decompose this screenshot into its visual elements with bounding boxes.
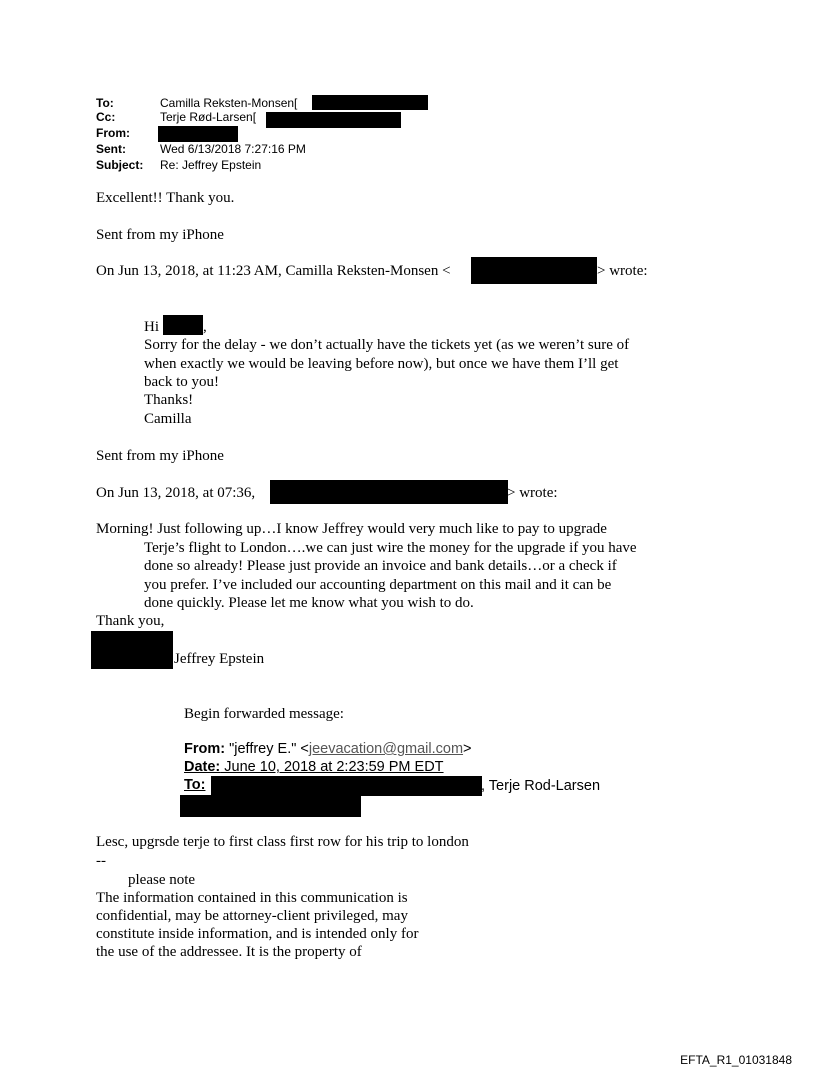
disclaimer-line: The information contained in this communication is [96, 890, 408, 906]
camilla-line: back to you! [144, 374, 219, 390]
camilla-line: Sorry for the delay - we don’t actually have the tickets yet (as we weren’t sure of [144, 337, 630, 353]
morning-line: done so already! Please just provide an invoice and bank details…or a check if [144, 558, 617, 574]
thank-you: Thank you, [96, 613, 165, 629]
quote2-intro-start: On Jun 13, 2018, at 07:36, [96, 485, 256, 501]
cc-label: Cc: [96, 110, 116, 124]
redaction-fwd-to-1 [211, 776, 482, 796]
fwd-from-row [184, 741, 472, 758]
sent-row [96, 142, 496, 157]
fwd-date-row [184, 759, 444, 776]
fwd-from-close: > [463, 741, 472, 757]
camilla-line: Thanks! [144, 392, 194, 408]
morning-line: Morning! Just following up…I know Jeffrey would very much like to pay to upgrade [96, 521, 607, 537]
fwd-date-value: June 10, 2018 at 2:23:59 PM EDT [220, 759, 444, 775]
camilla-hi: Hi [144, 319, 159, 335]
to-label: To: [96, 96, 114, 110]
fwd-date-label: Date: [184, 759, 221, 775]
signature-name: Jeffrey Epstein [174, 651, 265, 667]
dashes: -- [96, 853, 106, 869]
morning-line: you prefer. I’ve included our accounting department on this mail and it can be [144, 577, 612, 593]
fwd-from-email-link[interactable]: jeevacation@gmail.com [308, 741, 464, 757]
from-row [96, 126, 496, 141]
disclaimer-line: the use of the addressee. It is the property of [96, 944, 362, 960]
camilla-comma: , [203, 319, 207, 335]
redaction-fwd-to-2 [180, 795, 361, 817]
fwd-to-label: To: [184, 777, 206, 793]
quote2-intro-end: > wrote: [507, 485, 558, 501]
signature-iphone-2: Sent from my iPhone [96, 448, 224, 464]
morning-line: done quickly. Please let me know what you wish to do. [144, 595, 474, 611]
redaction-sender-email [270, 480, 508, 504]
fwd-from-name: "jeffrey E." < [225, 741, 309, 757]
disclaimer-line: confidential, may be attorney-client privileged, may [96, 908, 408, 924]
morning-line: Terje’s flight to London….we can just wire the money for the upgrade if you have [144, 540, 637, 556]
quote1-intro-end: > wrote: [597, 263, 648, 279]
sent-label: Sent: [96, 142, 126, 156]
subject-label: Subject: [96, 158, 144, 172]
redaction-cc-email [266, 112, 401, 128]
signature-iphone-1: Sent from my iPhone [96, 227, 224, 243]
redaction-greeting-name [163, 315, 203, 335]
cc-value: Terje Rød-Larsen[ [160, 110, 257, 124]
camilla-line: Camilla [144, 411, 192, 427]
bates-number: EFTA_R1_01031848 [680, 1053, 792, 1067]
redaction-to-email [312, 95, 428, 110]
subject-row [96, 158, 496, 173]
fwd-to-value: , Terje Rod-Larsen [481, 778, 601, 794]
redaction-camilla-email [471, 257, 597, 284]
reply-text: Excellent!! Thank you. [96, 190, 235, 206]
fwd-to-row [184, 777, 205, 794]
redaction-signature [91, 631, 173, 669]
to-value: Camilla Reksten-Monsen[ [160, 96, 298, 110]
fwd-from-label: From: [184, 741, 226, 757]
subject-value: Re: Jeffrey Epstein [160, 158, 262, 172]
disclaimer-line: constitute inside information, and is intended only for [96, 926, 419, 942]
please-note: please note [128, 872, 196, 888]
redaction-from [158, 126, 238, 142]
from-label: From: [96, 126, 130, 140]
lesc-line: Lesc, upgrsde terje to first class first row for his trip to london [96, 834, 469, 850]
to-row [96, 96, 496, 111]
forward-intro: Begin forwarded message: [184, 706, 344, 722]
quote1-intro-start: On Jun 13, 2018, at 11:23 AM, Camilla Reksten-Monsen < [96, 263, 451, 279]
sent-value: Wed 6/13/2018 7:27:16 PM [160, 142, 306, 156]
camilla-line: when exactly we would be leaving before now), but once we have them I’ll get [144, 356, 619, 372]
